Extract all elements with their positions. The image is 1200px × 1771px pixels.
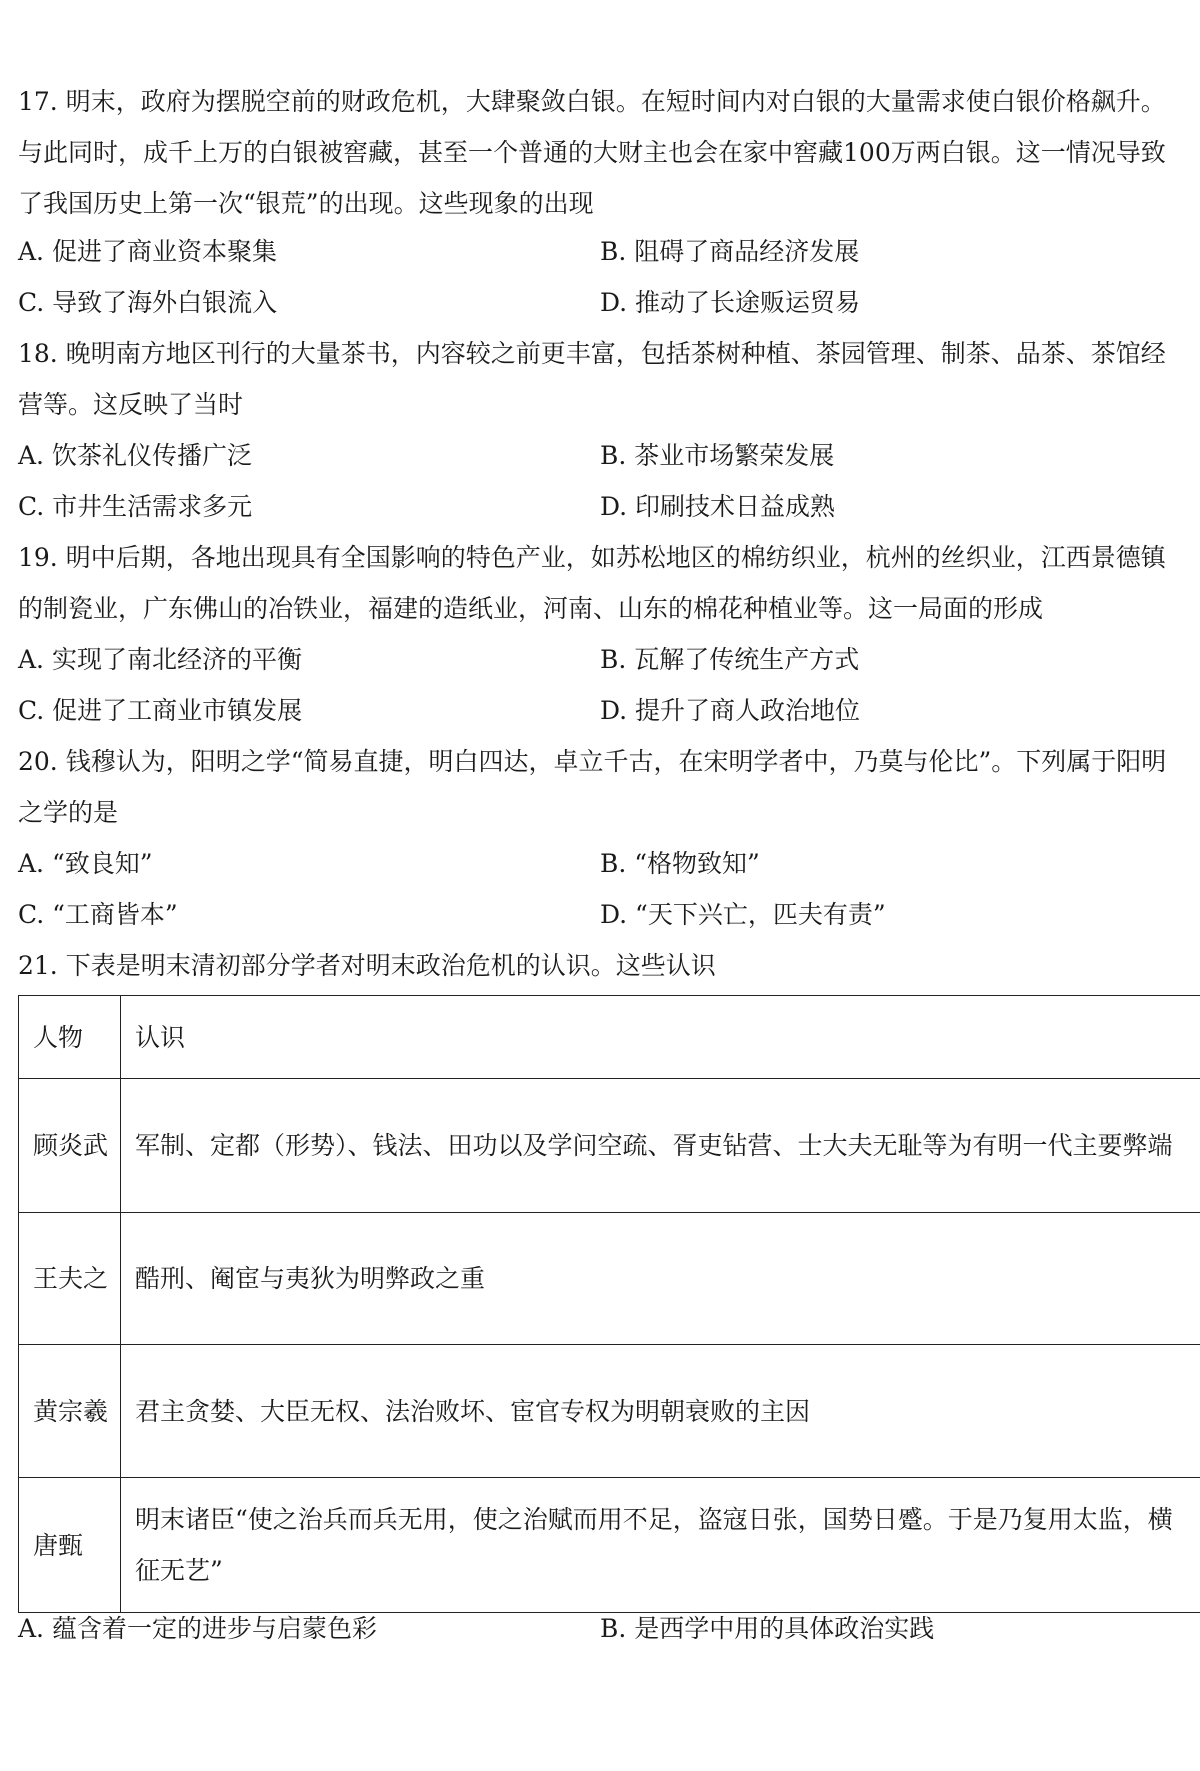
question-18-stem: 18. 晚明南方地区刊行的大量茶书，内容较之前更丰富，包括茶树种植、茶园管理、制茶、品茶、茶馆经营等。这反映了当时 xyxy=(18,339,1166,419)
table-cell-view: 军制、定都（形势）、钱法、田功以及学问空疏、胥吏钻营、士大夫无耻等为有明一代主要弊端 xyxy=(121,1079,1200,1213)
question-20-option-b: B. “格物致知” xyxy=(600,849,760,878)
table-row xyxy=(19,1079,1200,1213)
question-17-stem: 17. 明末，政府为摆脱空前的财政危机，大肆聚敛白银。在短时间内对白银的大量需求使白银价格飙升。与此同时，成千上万的白银被窖藏，甚至一个普通的大财主也会在家中窖藏100万两白银。这一情况导致了我国历史上第一次“银荒”的出现。这些现象的出现 xyxy=(18,87,1166,218)
question-18-option-a: A. 饮茶礼仪传播广泛 xyxy=(18,441,252,470)
question-21-stem: 21. 下表是明末清初部分学者对明末政治危机的认识。这些认识 xyxy=(18,951,716,980)
question-17-option-c: C. 导致了海外白银流入 xyxy=(18,288,278,317)
question-19-option-d: D. 提升了商人政治地位 xyxy=(600,696,861,725)
question-19-option-c: C. 促进了工商业市镇发展 xyxy=(18,696,303,725)
question-19-option-a: A. 实现了南北经济的平衡 xyxy=(18,645,302,674)
table-row xyxy=(19,1478,1200,1613)
table-cell-view: 明末诸臣“使之治兵而兵无用，使之治赋而用不足，盗寇日张，国势日蹙。于是乃复用太监，横征无艺” xyxy=(121,1478,1200,1613)
question-19-option-b: B. 瓦解了传统生产方式 xyxy=(600,645,860,674)
table-row xyxy=(19,1345,1200,1478)
question-20-option-a: A. “致良知” xyxy=(18,849,153,878)
table-cell-view: 君主贪婪、大臣无权、法治败坏、宦官专权为明朝衰败的主因 xyxy=(121,1345,1200,1478)
question-21-option-b: B. 是西学中用的具体政治实践 xyxy=(600,1614,935,1643)
question-18-option-c: C. 市井生活需求多元 xyxy=(18,492,253,521)
question-17-option-a: A. 促进了商业资本聚集 xyxy=(18,237,277,266)
question-20-option-c: C. “工商皆本” xyxy=(18,900,178,929)
table-row xyxy=(19,1213,1200,1345)
table-cell-person: 唐甄 xyxy=(19,1478,121,1613)
question-21-option-a: A. 蕴含着一定的进步与启蒙色彩 xyxy=(18,1614,377,1643)
question-20-stem: 20. 钱穆认为，阳明之学“简易直捷，明白四达，卓立千古，在宋明学者中，乃莫与伦比”。下列属于阳明之学的是 xyxy=(18,747,1167,827)
table-cell-view: 酷刑、阉宦与夷狄为明弊政之重 xyxy=(121,1213,1200,1345)
table-cell-person: 顾炎武 xyxy=(19,1079,121,1213)
question-18-option-d: D. 印刷技术日益成熟 xyxy=(600,492,836,521)
question-17-option-b: B. 阻碍了商品经济发展 xyxy=(600,237,860,266)
question-20-option-d: D. “天下兴亡，匹夫有责” xyxy=(600,900,886,929)
table-header-person: 人物 xyxy=(19,996,121,1079)
scholars-table xyxy=(18,995,1200,1613)
question-19-stem: 19. 明中后期，各地出现具有全国影响的特色产业，如苏松地区的棉纺织业，杭州的丝织业，江西景德镇的制瓷业，广东佛山的冶铁业，福建的造纸业，河南、山东的棉花种植业等。这一局面的形成 xyxy=(18,543,1166,623)
table-header-row xyxy=(19,996,1200,1079)
table-header-view: 认识 xyxy=(121,996,1200,1079)
table-cell-person: 黄宗羲 xyxy=(19,1345,121,1478)
question-17-option-d: D. 推动了长途贩运贸易 xyxy=(600,288,861,317)
question-18-option-b: B. 茶业市场繁荣发展 xyxy=(600,441,835,470)
table-cell-person: 王夫之 xyxy=(19,1213,121,1345)
